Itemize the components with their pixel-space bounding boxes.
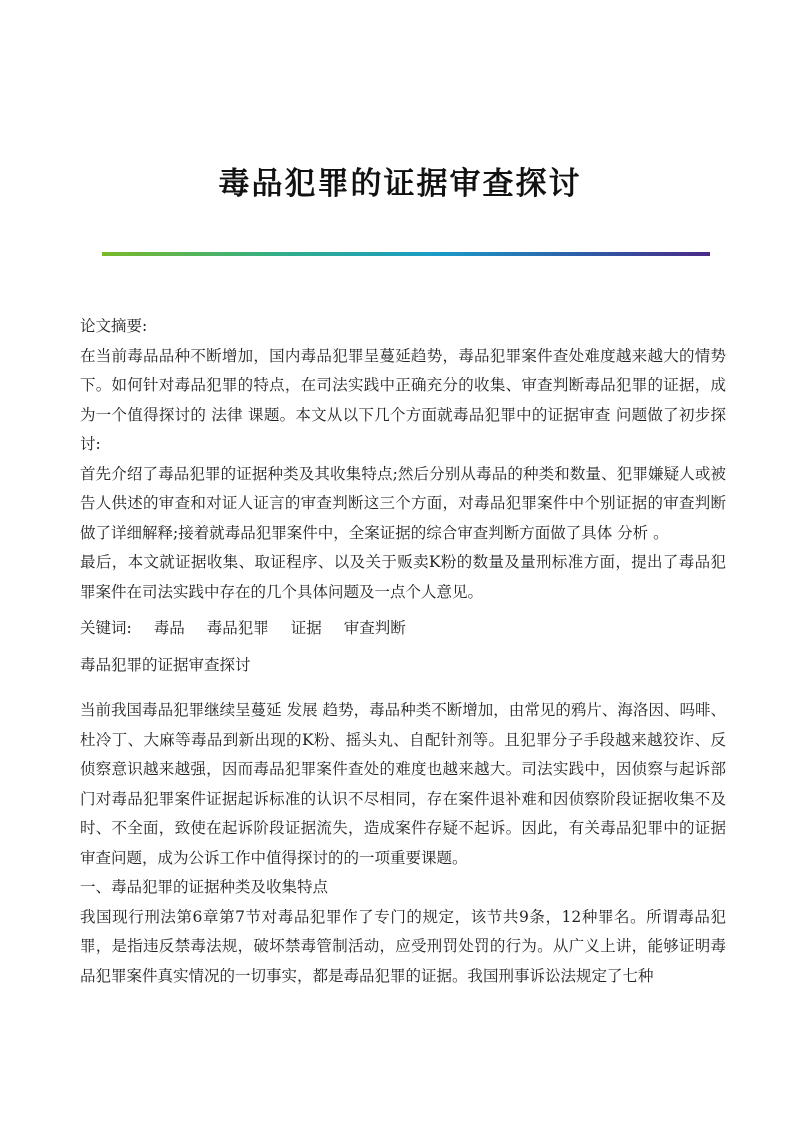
document-title: 毒品犯罪的证据审查探讨 [218,166,582,202]
article-subtitle: 毒品犯罪的证据审查探讨 [80,655,251,674]
keywords-row [80,614,726,644]
keyword: 毒品犯罪 [206,619,269,637]
abstract-paragraph: 首先介绍了毒品犯罪的证据种类及其收集特点;然后分别从毒品的种类和数量、犯罪嫌疑人或被告人供述的审查和对证人证言的审查判断这三个方面，对毒品犯罪案件中个别证据的审查判断做了详细解释;接着就毒品犯罪案件中，全案证据的综合审查判断方面做了具体 分析 。 [80,464,726,542]
body-paragraph: 当前我国毒品犯罪继续呈蔓延 发展 趋势，毒品种类不断增加，由常见的鸦片、海洛因、吗啡、杜冷丁、大麻等毒品到新出现的K粉、摇头丸、自配针剂等。且犯罪分子手段越来越狡诈、反侦察意识越来越强，因而毒品犯罪案件查处的难度也越来越大。司法实践中，因侦察与起诉部门对毒品犯罪案件证据起诉标准的认识不尽相同，存在案件退补难和因侦察阶段证据收集不及时、不全面，致使在起诉阶段证据流失，造成案件存疑不起诉。因此，有关毒品犯罪中的证据审查问题，成为公诉工作中值得探讨的的一项重要课题。 [80,701,726,867]
keyword: 毒品 [153,619,185,637]
keyword: 审查判断 [343,619,406,637]
section-heading: 一、毒品犯罪的证据种类及收集特点 [80,878,329,896]
abstract-paragraph: 在当前毒品品种不断增加，国内毒品犯罪呈蔓延趋势，毒品犯罪案件查处难度越来越大的情势下。如何针对毒品犯罪的特点，在司法实践中正确充分的收集、审查判断毒品犯罪的证据，成为一个值得探讨的 法律 课题。本文从以下几个方面就毒品犯罪中的证据审查 问题做了初步探讨: [80,346,726,453]
section-paragraph: 我国现行刑法第6章第7节对毒品犯罪作了专门的规定，该节共9条，12种罪名。所谓毒品犯罪，是指违反禁毒法规，破坏禁毒管制活动，应受刑罚处罚的行为。从广义上讲，能够证明毒品犯罪案件真实情况的一切事实，都是毒品犯罪的证据。我国刑事诉讼法规定了七种 [80,907,726,985]
keywords-label: 关键词: [80,619,132,637]
abstract-label: 论文摘要: [80,317,148,335]
title-divider [102,252,710,256]
document-body [80,312,726,991]
keyword: 证据 [290,619,322,637]
abstract-paragraph: 最后，本文就证据收集、取证程序、以及关于贩卖K粉的数量及量刑标准方面，提出了毒品犯罪案件在司法实践中存在的几个具体问题及一点个人意见。 [80,553,726,601]
